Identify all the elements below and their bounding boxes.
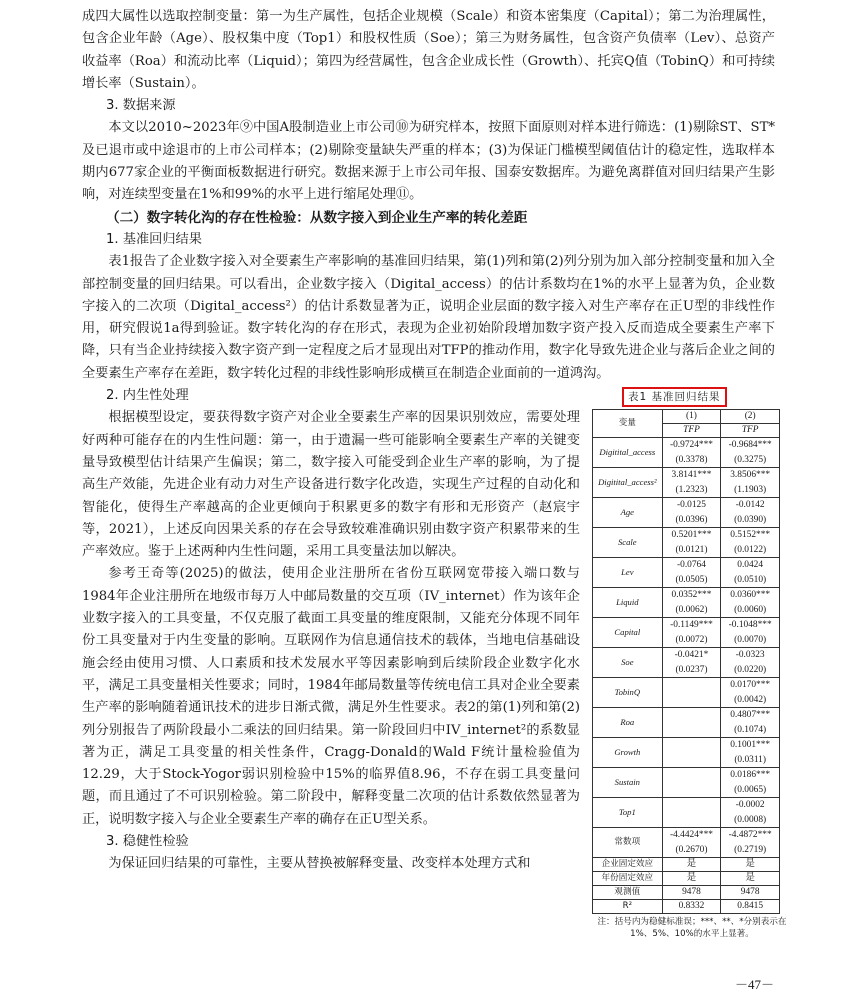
row-col2 (721, 798, 780, 828)
coef-col2: -0.0002 (735, 800, 765, 811)
row-col1 (662, 438, 721, 468)
coef-col2: -4.4872*** (728, 830, 772, 841)
table-row (593, 738, 780, 768)
depvar-col1: TFP (662, 424, 721, 438)
coef-col2: 3.8506*** (730, 470, 771, 481)
se-col1: (0.0237) (675, 664, 708, 675)
se-col1: (0.0062) (675, 604, 708, 615)
footer-col1: 是 (662, 872, 721, 886)
header-col2: (2) (721, 410, 780, 424)
paragraph-instrument: 参考王奇等(2025)的做法，使用企业注册所在省份互联网宽带接入端口数与1984年企业注册所在地级市每万人中邮局数量的交互项（IV_internet）作为该年企业数字接入的工具变量，不仅克服了截面工具变量的维度限制，又能充分体现不同年份工具变量对于内生变量的影响。互联网作为信息通信技术的载体，当地电信基础设施会经由使用习惯、人口素质和技术发展水平等因素影响到后续阶段企业数字化水平，满足工具变量相关性要求；同时，1984年邮局数量等传统电信工具对企业全要素生产率的影响随着通讯技术的进步日渐式微，满足外生性要求。表2的第(1)列和第(2)列分别报告了两阶段最小二乘法的回归结果。第一阶段回归中IV_internet²的系数显著为正，满足工具变量的相关性条件，Cragg-Donald的Wald F统计量检验值为12.29，大于Stock-Yogor弱识别检验中15%的临界值8.96，不存在弱工具变量问题，而且通过了不可识别检验。第二阶段中，解释变量二次项的估计系数依然显著为正，说明数字接入与企业全要素生产率的确存在正U型关系。 (82, 566, 580, 827)
page-body (82, 6, 787, 940)
se-col2: (0.0122) (734, 544, 767, 555)
regression-table (592, 409, 780, 914)
coef-col2: 0.0170*** (730, 680, 771, 691)
row-r-squared (593, 900, 780, 914)
footer-col1: 9478 (662, 886, 721, 900)
table-row (593, 648, 780, 678)
table-row (593, 618, 780, 648)
row-col1 (662, 618, 721, 648)
row-variable: Age (593, 498, 663, 528)
se-col1: (0.0505) (675, 574, 708, 585)
header-col1: (1) (662, 410, 721, 424)
table-row (593, 558, 780, 588)
se-col1: (0.0072) (675, 634, 708, 645)
se-col2: (0.3275) (734, 454, 767, 465)
table-row (593, 678, 780, 708)
row-col2 (721, 558, 780, 588)
se-col2: (0.1074) (734, 724, 767, 735)
coef-col1: -0.0125 (677, 500, 706, 511)
footer-label: 年份固定效应 (593, 872, 663, 886)
se-col2: (0.0060) (734, 604, 767, 615)
row-col1 (662, 498, 721, 528)
table-row (593, 798, 780, 828)
row-variable: Roa (593, 708, 663, 738)
se-col2: (0.2719) (734, 844, 767, 855)
heading-endogeneity: 2. 内生性处理 (106, 388, 189, 404)
coef-col2: -0.0142 (735, 500, 765, 511)
se-col2: (0.0042) (734, 694, 767, 705)
row-variable: TobinQ (593, 678, 663, 708)
coef-col1: 0.0352*** (671, 590, 712, 601)
heading-robustness: 3. 稳健性检验 (106, 833, 189, 849)
coef-col1: -0.0764 (677, 560, 706, 571)
paragraph-robustness: 为保证回归结果的可靠性，主要从替换被解释变量、改变样本处理方式和 (108, 856, 531, 872)
paragraph-data-source: 本文以2010~2023年⑨中国A股制造业上市公司⑩为研究样本，按照下面原则对样本进行筛选：(1)剔除ST、ST*及已退市或中途退市的上市公司样本；(2)剔除变量缺失严重的样本；(3)为保证门槛模型阈值估计的稳定性，选取样本期内677家企业的平衡面板数据进行研究。数据来源于上市公司年报、国泰安数据库。为避免离群值对回归结果产生影响，对连续型变量在1%和99%的水平上进行缩尾处理⑪。 (82, 120, 775, 203)
row-year-fe (593, 872, 780, 886)
coef-col2: -0.0323 (735, 650, 765, 661)
footer-label: R² (593, 900, 663, 914)
regression-table-block (592, 385, 792, 940)
row-variable: Digitital_access² (593, 468, 663, 498)
row-variable: Capital (593, 618, 663, 648)
text-table-split (82, 385, 787, 940)
coef-col2: 0.4807*** (730, 710, 771, 721)
table-row (593, 588, 780, 618)
se-col2: (1.1903) (734, 484, 767, 495)
heading-baseline: 1. 基准回归结果 (106, 231, 202, 247)
coef-col2: 0.0186*** (730, 770, 771, 781)
coef-col2: 0.1001*** (730, 740, 771, 751)
paragraph-endogeneity: 根据模型设定，要获得数字资产对企业全要素生产率的因果识别效应，需要处理好两种可能存在的内生性问题：第一，由于遗漏一些可能影响全要素生产率的关键变量导致模型估计结果产生偏误；第二，数字接入可能受到企业生产率的影响，为了提高生产效能，先进企业有动力对生产设备进行数字化改造，实现生产过程的自动化和智能化，使得生产率越高的企业更倾向于积累更多的数字有形和无形资产（赵宸宇等，2021），上述反向因果关系的存在会导致较难准确识别由数字资产积累带来的生产率效应。鉴于上述两种内生性问题，采用工具变量法加以解决。 (82, 410, 580, 560)
se-col2: (0.0510) (734, 574, 767, 585)
table-row (593, 528, 780, 558)
row-variable: Digitital_access (593, 438, 663, 468)
table-caption: 表1 基准回归结果 (622, 387, 727, 407)
row-col1 (662, 558, 721, 588)
table-row (593, 438, 780, 468)
depvar-col2: TFP (721, 424, 780, 438)
row-variable: Growth (593, 738, 663, 768)
coef-col2: -0.9684*** (728, 440, 772, 451)
row-col2 (721, 768, 780, 798)
footer-col1: 0.8332 (662, 900, 721, 914)
se-col2: (0.0311) (734, 754, 766, 765)
row-variable: 常数项 (593, 828, 663, 858)
table-row (593, 468, 780, 498)
row-firm-fe (593, 858, 780, 872)
coef-col2: 0.0360*** (730, 590, 771, 601)
row-col1 (662, 528, 721, 558)
se-col2: (0.0220) (734, 664, 767, 675)
row-col1 (662, 798, 721, 828)
row-variable: Liquid (593, 588, 663, 618)
se-col2: (0.0070) (734, 634, 767, 645)
se-col2: (0.0065) (734, 784, 767, 795)
heading-data-source: 3. 数据来源 (106, 98, 176, 114)
se-col1: (1.2323) (675, 484, 708, 495)
row-col2 (721, 528, 780, 558)
row-col2 (721, 468, 780, 498)
table-row (593, 768, 780, 798)
footer-label: 观测值 (593, 886, 663, 900)
row-col2 (721, 828, 780, 858)
paragraph-baseline: 表1报告了企业数字接入对全要素生产率影响的基准回归结果，第(1)列和第(2)列分别为加入部分控制变量和加入全部控制变量的回归结果。可以看出，企业数字接入（Digital_access）的估计系数均在1%的水平上显著为负，企业数字接入的二次项（Digital_access²）的估计系数显著为正，说明企业层面的数字接入对生产率存在正U型的非线性作用，研究假说1a得到验证。数字转化沟的存在形式，表现为企业初始阶段增加数字资产投入反而造成全要素生产率下降，只有当企业持续接入数字资产到一定程度之后才显现出对TFP的推动作用，数字化导致先进企业与落后企业之间的全要素生产率存在差距，数字转化过程的非线性影响形成横亘在制造企业面前的一道鸿沟。 (82, 254, 775, 381)
row-observations (593, 886, 780, 900)
row-col2 (721, 648, 780, 678)
row-col1 (662, 588, 721, 618)
row-col2 (721, 438, 780, 468)
row-col2 (721, 708, 780, 738)
footer-col2: 0.8415 (721, 900, 780, 914)
footer-col2: 是 (721, 858, 780, 872)
se-col1: (0.2670) (675, 844, 708, 855)
coef-col1: -0.0421* (674, 650, 709, 661)
row-col1 (662, 678, 721, 708)
row-col2 (721, 618, 780, 648)
row-col1 (662, 828, 721, 858)
coef-col1: -0.1149*** (670, 620, 713, 631)
row-col2 (721, 678, 780, 708)
row-col2 (721, 738, 780, 768)
table-row (593, 708, 780, 738)
row-col1 (662, 648, 721, 678)
coef-col1: -4.4424*** (669, 830, 713, 841)
row-variable: Lev (593, 558, 663, 588)
row-variable: Top1 (593, 798, 663, 828)
table-note: 注：括号内为稳健标准误；***、**、*分别表示在1%、5%、10%的水平上显著。 (597, 917, 787, 940)
footer-col2: 是 (721, 872, 780, 886)
row-variable: Soe (593, 648, 663, 678)
table-header-row (593, 410, 780, 424)
row-variable: Scale (593, 528, 663, 558)
heading-section-2: （二）数字转化沟的存在性检验：从数字接入到企业生产率的转化差距 (106, 209, 528, 226)
se-col2: (0.0008) (734, 814, 767, 825)
row-variable: Sustain (593, 768, 663, 798)
table-row (593, 498, 780, 528)
se-col1: (0.0396) (675, 514, 708, 525)
paragraph-control-vars: 成四大属性以选取控制变量：第一为生产属性，包括企业规模（Scale）和资本密集度（Capital）；第二为治理属性，包含企业年龄（Age）、股权集中度（Top1）和股权性质（Soe）；第三为财务属性，包含资产负债率（Lev）、总资产收益率（Roa）和流动比率（Liquid）；第四为经营属性，包含企业成长性（Growth）、托宾Q值（TobinQ）和可持续增长率（Sustain）。 (82, 9, 775, 91)
coef-col1: 3.8141*** (671, 470, 712, 481)
coef-col1: -0.9724*** (669, 440, 713, 451)
coef-col2: 0.5152*** (730, 530, 771, 541)
page-number: －47－ (735, 977, 775, 992)
table-row (593, 828, 780, 858)
se-col2: (0.0390) (734, 514, 767, 525)
row-col2 (721, 498, 780, 528)
coef-col1: 0.5201*** (671, 530, 712, 541)
se-col1: (0.0121) (675, 544, 708, 555)
coef-col2: 0.0424 (737, 560, 764, 571)
coef-col2: -0.1048*** (728, 620, 772, 631)
footer-col2: 9478 (721, 886, 780, 900)
se-col1: (0.3378) (675, 454, 708, 465)
header-variable: 变量 (593, 410, 663, 438)
left-column (82, 385, 580, 876)
footer-label: 企业固定效应 (593, 858, 663, 872)
footer-col1: 是 (662, 858, 721, 872)
row-col1 (662, 708, 721, 738)
row-col1 (662, 738, 721, 768)
row-col1 (662, 768, 721, 798)
row-col1 (662, 468, 721, 498)
row-col2 (721, 588, 780, 618)
